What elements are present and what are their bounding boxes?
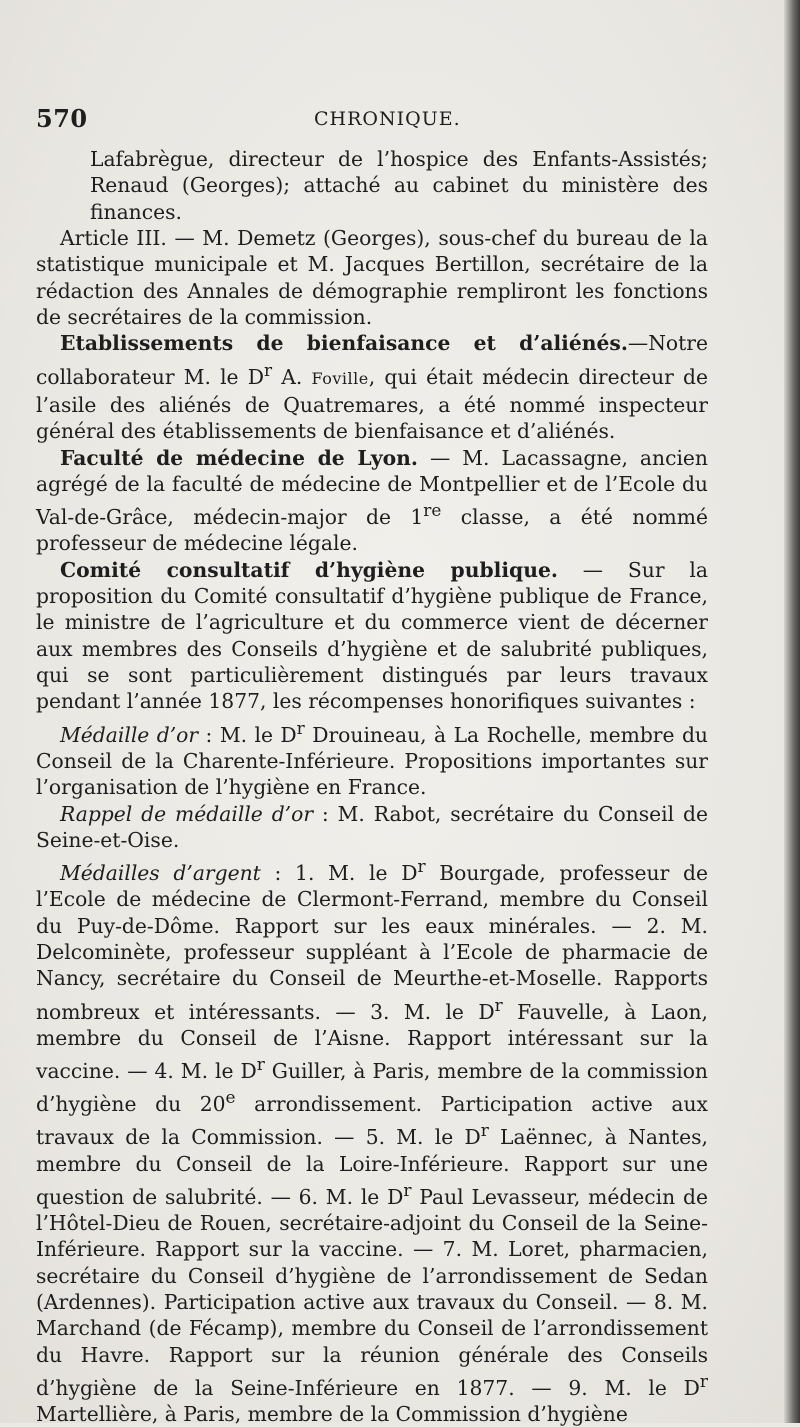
paragraph-text: classe, a été nommé professeur de médecine légale. <box>36 505 708 556</box>
paragraph-text: Paul Levasseur, médecin de l’Hôtel-Dieu de Rouen, secrétaire-adjoint du Conseil de la Seine-Inférieure. Rapport sur la vaccine. — 7. M. Loret, pharmacien, secrétaire du Conseil d’hygiène de l’arrondissement de Sedan (Ardennes). Participation active aux travaux du Conseil. — 8. M. Marchand (de Fécamp), membre du Conseil de l’arrondissement du Havre. Rapport sur la réunion générale des Conseils d’hygiène de la Seine-Inférieure en 1877. — 9. M. le D <box>36 1184 708 1400</box>
paragraph-text: : M. Rabot, secrétaire du Conseil de Seine-et-Oise. <box>36 801 708 852</box>
paragraph-text: Drouineau, à La Rochelle, membre du Conseil de la Charente-Inférieure. Propositions importantes sur l’organisation de l’hygiène en France. <box>36 722 708 800</box>
paragraph-medaille-or <box>36 715 708 801</box>
paragraph-text: —Notre collaborateur M. le D <box>36 331 708 389</box>
paragraph-rappel <box>36 801 708 854</box>
paragraph-text: — M. Lacassagne, ancien agrégé de la faculté de médecine de Montpellier et de l’Ecole du Val-de-Grâce, médecin-major de 1 <box>36 445 708 529</box>
section-heading: Comité consultatif d’hygiène publique. <box>60 557 558 582</box>
paragraph-etablissements <box>36 330 708 444</box>
page-header <box>36 104 710 134</box>
superscript: re <box>423 500 442 521</box>
superscript: r <box>699 1371 708 1392</box>
paragraph-text: — Sur la proposition du Comité consultatif d’hygiène publique de France, le ministre de l’agriculture et du commerce vient de décerner aux membres des Conseils d’hygiène et de salubrité publiques, qui se sont particulièrement distingués par leurs travaux pendant l’année 1877, les récompenses honorifiques suivantes : <box>36 557 708 714</box>
page-number: 570 <box>36 104 88 133</box>
section-heading: Etablissements de bienfaisance et d’aliénés. <box>60 331 628 356</box>
superscript: r <box>480 1120 489 1141</box>
superscript: r <box>256 1054 265 1075</box>
superscript: r <box>417 856 426 877</box>
paragraph-text: Martellière, à Paris, membre de la Commission d’hygiène <box>36 1402 628 1427</box>
superscript: r <box>494 994 503 1015</box>
superscript: r <box>264 359 273 380</box>
paragraph-text: Bourgade, professeur de l’Ecole de médecine de Clermont-Ferrand, membre du Conseil du Puy-de-Dôme. Rapport sur les eaux minérales. — 2. M. Delcominète, professeur suppléant à l’Ecole de pharmacie de Nancy, secrétaire du Conseil de Meurthe-et-Moselle. Rapports nombreux et intéressants. — 3. M. le D <box>36 861 708 1024</box>
award-label: Médailles d’argent <box>60 861 261 885</box>
superscript: r <box>296 717 305 738</box>
paragraph-text: : 1. M. le D <box>260 861 418 885</box>
paragraph-article-3: Article III. — M. Demetz (Georges), sous-chef du bureau de la statistique municipale et M. Jacques Bertillon, secrétaire de la rédaction des Annales de démographie rempliront les fonctions de secrétaires de la commission. <box>36 226 708 330</box>
paragraph-text: A. <box>272 364 312 389</box>
paragraph-text: Fauvelle, à Laon, membre du Conseil de l’Aisne. Rapport intéressant sur la vaccine. — 4. M. le D <box>36 999 708 1083</box>
paragraph-text: Laënnec, à Nantes, membre du Conseil de la Loire-Inférieure. Rapport sur une question de salubrité. — 6. M. le D <box>36 1125 708 1209</box>
paragraph-text: arrondissement. Participation active aux travaux de la Commission. — 5. M. le D <box>36 1092 708 1150</box>
superscript: e <box>225 1087 236 1108</box>
page-edge-shadow <box>784 0 800 1423</box>
small-caps-name: Foville <box>311 368 369 388</box>
paragraph-comite <box>36 557 708 715</box>
award-label: Rappel de médaille d’or <box>60 801 314 826</box>
section-heading: Faculté de médecine de Lyon. <box>60 445 418 470</box>
award-label: Médaille d’or <box>60 722 199 747</box>
paragraph-text: Guiller, à Paris, membre de la commission d’hygiène du 20 <box>36 1058 708 1117</box>
paragraph-appointees: Lafabrègue, directeur de l’hospice des Enfants-Assistés; Renaud (Georges); attaché au cabinet du ministère des finances. <box>90 147 708 224</box>
body-text <box>36 146 708 1427</box>
paragraph-faculte <box>36 445 708 557</box>
paragraph-text: : M. le D <box>198 722 297 747</box>
paragraph-text: , qui était médecin directeur de l’asile des aliénés de Quatremares, a été nommé inspecteur général des établissements de bienfaisance et d’aliénés. <box>36 364 708 444</box>
paragraph-medailles-argent <box>36 853 708 1427</box>
running-head: CHRONIQUE. <box>314 108 461 130</box>
superscript: r <box>403 1179 412 1200</box>
